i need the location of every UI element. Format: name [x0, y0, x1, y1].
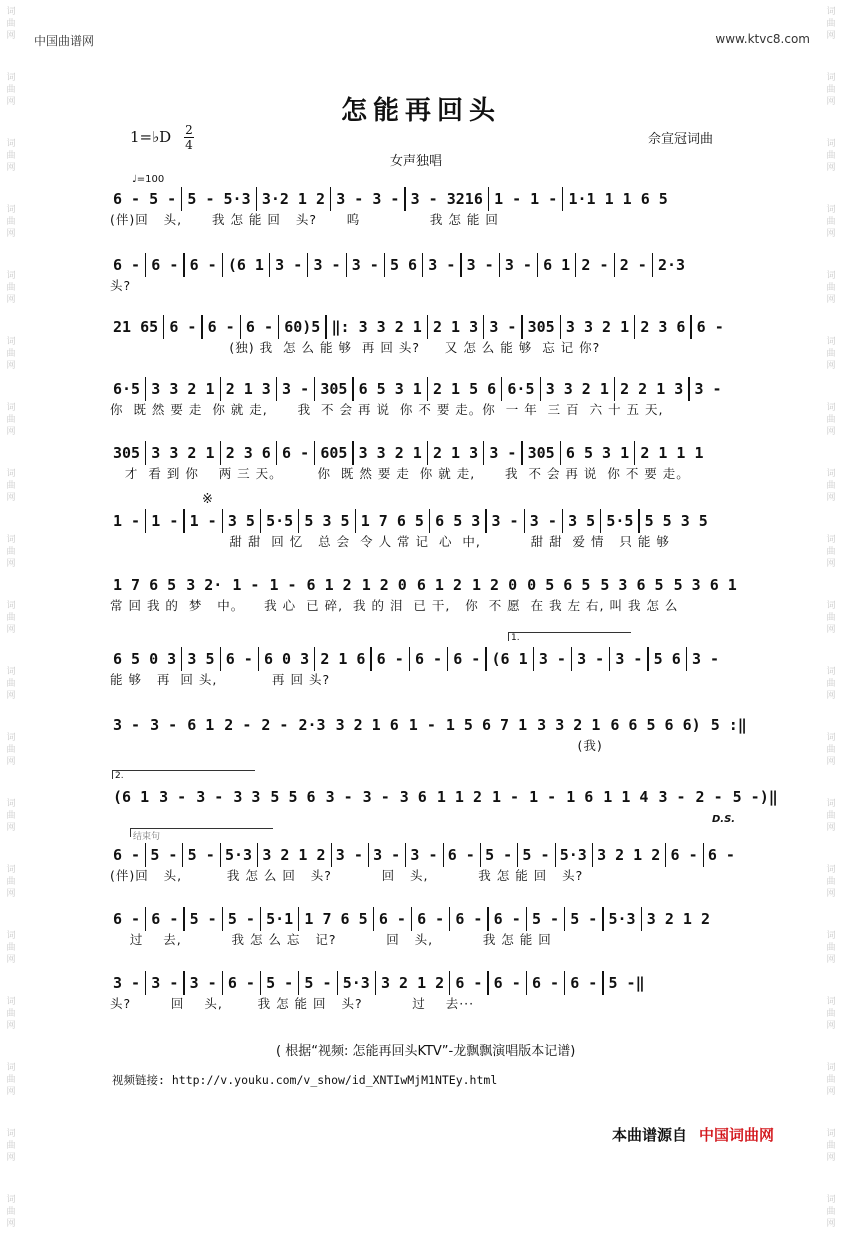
measure: 5 - — [261, 974, 298, 992]
measure: 2 3 6 — [635, 318, 690, 336]
measure: 3 - — [145, 716, 182, 734]
measure: 3·2 1 2 — [257, 190, 330, 208]
measure: 6 - — [277, 444, 314, 462]
measure: 3 3 2 1 — [354, 444, 427, 462]
measure: 2 1 5 6 — [428, 380, 501, 398]
measure: 5 - — [299, 974, 336, 992]
measure: 305 — [523, 318, 560, 336]
measure: 1 - 1 - — [489, 190, 562, 208]
measure: 3 - — [108, 974, 145, 992]
measure: 3 - — [534, 650, 571, 668]
measure: 3 2 1 2 — [257, 846, 330, 864]
score-system — [108, 376, 740, 418]
measure: 6 - — [146, 256, 183, 274]
measure: 2 - — [219, 716, 256, 734]
measure: 5 - — [527, 910, 564, 928]
measure: 1 - — [185, 512, 222, 530]
lyrics-row: 才 看 到 你 两 三 天。 你 既 然 要 走 你 就 走, 我 不 会 再 说 你 不 要 走。 — [108, 466, 740, 482]
measure: 5·1 — [261, 910, 298, 928]
measure: 2 1 3 — [428, 318, 483, 336]
measure: 2 - — [615, 256, 652, 274]
measure: 3 6 — [395, 788, 432, 806]
measure: 6 - — [108, 846, 145, 864]
measure: 3 - — [347, 256, 384, 274]
measure: 605 — [315, 444, 352, 462]
video-link[interactable]: 视频链接: http://v.youku.com/v_show/id_XNTIwMjM1NTEy.html — [112, 1072, 497, 1088]
measure: 6 5 3 1 — [561, 444, 634, 462]
measure: 3 5 — [563, 512, 600, 530]
measure: 3 - — [191, 788, 228, 806]
measure: 6 - — [489, 974, 526, 992]
measure: 6 - — [164, 318, 201, 336]
song-title: 怎能再回头 — [0, 90, 842, 127]
measure: 3 - — [368, 846, 405, 864]
measure: ‖: 3 3 2 1 — [327, 318, 427, 336]
measure: 5 - — [183, 846, 220, 864]
measure: 3 3 2 1 — [532, 716, 605, 734]
measure: 1 2 0 — [357, 576, 412, 594]
measure: 3 - — [687, 650, 724, 668]
lyrics-row: (我) — [108, 738, 740, 754]
score-system — [108, 842, 740, 884]
measure: 6 - — [412, 910, 449, 928]
measure: 21 65 — [108, 318, 163, 336]
measure: 3 - — [572, 650, 609, 668]
transcription-note: ( 根据“视频: 怎能再回头KTV”-龙飘飘演唱版本记谱) — [276, 1040, 575, 1059]
measure: 2·3 — [293, 716, 330, 734]
measure: 5·5 — [261, 512, 298, 530]
notes-row — [108, 646, 740, 672]
measure: 1 - — [264, 576, 301, 594]
measure: 6 5 0 3 — [108, 650, 181, 668]
notes-row — [108, 376, 740, 402]
measure: 6 - — [108, 910, 145, 928]
measure: 3 - — [610, 650, 647, 668]
notes-row — [108, 842, 740, 868]
measure: 305 — [523, 444, 560, 462]
measure: 6 - — [203, 318, 240, 336]
measure: 3 3 2 1 — [146, 380, 219, 398]
measure: 1 - — [227, 576, 264, 594]
measure: 3 - — [500, 256, 537, 274]
lyrics-row: 甜 甜 回 忆 总 会 令 人 常 记 心 中, 甜 甜 爱 情 只 能 够 — [108, 534, 740, 550]
measure: (6 1 — [223, 256, 269, 274]
measure: 5·3 — [604, 910, 641, 928]
measure: 3 - — [185, 974, 222, 992]
notes-row — [108, 712, 740, 738]
measure: 5 -‖ — [604, 974, 650, 992]
measure: 6 - — [185, 256, 222, 274]
measure: 5·3 — [220, 846, 257, 864]
measure: 3 3 2 1 — [146, 444, 219, 462]
notes-row — [108, 572, 740, 598]
measure: 6 - — [410, 650, 447, 668]
measure: 3 - — [484, 444, 521, 462]
lyrics-row: 能 够 再 回 头, 再 回 头? — [108, 672, 740, 688]
measure: 3 - 3216 — [406, 190, 488, 208]
measure: 5 5 6 — [265, 788, 320, 806]
measure: 2 2 1 3 — [615, 380, 688, 398]
source-label: 本曲谱源自 — [612, 1126, 687, 1144]
measure: 5 - — [185, 910, 222, 928]
score-system — [108, 508, 740, 550]
measure: 6 - — [450, 910, 487, 928]
score-system — [108, 252, 740, 294]
measure: 0 5 6 5 — [522, 576, 595, 594]
measure: 1 2 0 — [467, 576, 522, 594]
score-system — [108, 970, 740, 1012]
measure: 5 3 5 — [299, 512, 354, 530]
score-system — [108, 784, 740, 826]
measure: 1 1 2 — [432, 788, 487, 806]
measure: 6 - — [223, 974, 260, 992]
measure: 3 - — [653, 788, 690, 806]
measure: 3 - — [690, 380, 727, 398]
measure: 3 - — [308, 256, 345, 274]
measure: 2 - — [691, 788, 728, 806]
measure: 3 - — [462, 256, 499, 274]
measure: 6 - — [221, 650, 258, 668]
measure: 6·5 — [108, 380, 145, 398]
measure: 3 - 3 - — [331, 190, 404, 208]
measure: 5 3 6 5 — [595, 576, 668, 594]
measure: 2 1 3 — [221, 380, 276, 398]
lyrics-row: 头? — [108, 278, 740, 294]
measure: 6 1 2 — [302, 576, 357, 594]
measure: 5 - — [517, 846, 554, 864]
measure: 60)5 — [279, 318, 325, 336]
notes-row — [108, 906, 740, 932]
measure: 6 - — [692, 318, 729, 336]
score-system — [108, 646, 740, 688]
measure: 6 - — [666, 846, 703, 864]
measure: 6 - — [108, 256, 145, 274]
measure: 6 - — [450, 974, 487, 992]
measure: 6 6 5 6 6) — [605, 716, 705, 734]
measure: 1 - — [404, 716, 441, 734]
measure: 5 - — [565, 910, 602, 928]
notes-row — [108, 508, 740, 534]
measure: 3 5 — [223, 512, 260, 530]
measure: 3 - — [277, 380, 314, 398]
measure: 3 - — [405, 846, 442, 864]
measure: 3 2 1 2 — [642, 910, 715, 928]
ds-mark: D.S. — [712, 814, 735, 825]
lyrics-row: 你 既 然 要 走 你 就 走, 我 不 会 再 说 你 不 要 走。你 一 年 三 百 六 十 五 天, — [108, 402, 740, 418]
measure: 6 1 — [538, 256, 575, 274]
score-system — [108, 440, 740, 482]
lyrics-row: 过 去, 我 怎 么 忘 记? 回 头, 我 怎 能 回 — [108, 932, 740, 948]
measure: 6 - — [703, 846, 740, 864]
measure: 5 - — [480, 846, 517, 864]
measure: 2 - — [256, 716, 293, 734]
lyrics-row: (伴)回 头, 我 怎 么 回 头? 回 头, 我 怎 能 回 头? — [108, 868, 740, 884]
measure: 1 - — [487, 788, 524, 806]
measure: 6 - — [489, 910, 526, 928]
measure: 1 7 6 5 — [356, 512, 429, 530]
measure: 6 - — [241, 318, 278, 336]
lyrics-row: 常 回 我 的 梦 中。 我 心 已 碎, 我 的 泪 已 干, 你 不 愿 在 我 左 右, 叫 我 怎 么 — [108, 598, 740, 614]
measure: 6 0 3 — [259, 650, 314, 668]
tempo-marking: ♩=100 — [132, 174, 164, 185]
measure: 3 5 — [182, 650, 219, 668]
measure: 2 1 3 — [428, 444, 483, 462]
measure: 3 2 1 2 — [592, 846, 665, 864]
measure: 5 - — [145, 846, 182, 864]
measure: 6 - — [443, 846, 480, 864]
score-system — [108, 572, 740, 614]
source-site[interactable]: 中国词曲网 — [699, 1126, 774, 1144]
measure: 1 6 — [561, 788, 598, 806]
measure: 1 7 6 5 — [108, 576, 181, 594]
measure: 5 5 3 5 — [640, 512, 713, 530]
measure: 5 -)‖ — [728, 788, 783, 806]
volta-second: 2. — [112, 770, 255, 779]
measure: 1 - — [146, 512, 183, 530]
measure: 5·5 — [601, 512, 638, 530]
notes-row — [108, 252, 740, 278]
lyrics-row — [108, 810, 740, 826]
measure: 3 - — [154, 788, 191, 806]
measure: 3 3 — [228, 788, 265, 806]
measure: 3 - — [146, 974, 183, 992]
score-system — [108, 712, 740, 754]
measure: 6 - — [146, 910, 183, 928]
measure: 5·3 — [338, 974, 375, 992]
measure: 3 - — [108, 716, 145, 734]
notes-row — [108, 440, 740, 466]
measure: 3 3 2 1 — [561, 318, 634, 336]
lyrics-row: (独) 我 怎 么 能 够 再 回 头? 又 怎 么 能 够 忘 记 你? — [108, 340, 740, 356]
key-signature: 1=♭D — [130, 128, 171, 146]
measure: 6 - — [372, 650, 409, 668]
score-system — [108, 186, 740, 228]
measure: (6 1 — [108, 788, 154, 806]
measure: 5 3 6 1 — [669, 576, 742, 594]
time-numerator: 2 — [184, 124, 194, 136]
measure: 3 - — [423, 256, 460, 274]
measure: 1·1 1 1 6 5 — [563, 190, 672, 208]
measure: 6 5 3 — [430, 512, 485, 530]
measure: 2 1 6 — [315, 650, 370, 668]
lyrics-row: (伴)回 头, 我 怎 能 回 头? 呜 我 怎 能 回 — [108, 212, 740, 228]
measure: 5 - — [223, 910, 260, 928]
time-denominator: 4 — [184, 139, 194, 151]
measure: 6 - — [374, 910, 411, 928]
measure: 2·3 — [653, 256, 690, 274]
score-system — [108, 906, 740, 948]
measure: (6 1 — [487, 650, 533, 668]
measure: 3 - — [487, 512, 524, 530]
source-credit — [612, 1124, 774, 1145]
notes-row — [108, 970, 740, 996]
measure: 3 - — [358, 788, 395, 806]
performer: 女声独唱 — [390, 150, 442, 169]
measure: 6 1 2 — [412, 576, 467, 594]
measure: 2 1 1 1 — [635, 444, 708, 462]
score-system — [108, 314, 740, 356]
measure: 3 - — [321, 788, 358, 806]
measure: 5 6 — [649, 650, 686, 668]
watermark-left: 词 曲 网 词 曲 网 词 曲 网 词 曲 网 词 曲 网 词 曲 网 词 曲 网 词 曲 网 词 曲 网 词 曲 网 词 曲 网 词 曲 网 词 曲 网 词 曲 网 词 曲 网 词 曲 网 词 曲 网 词 曲 网 词 曲 网 — [0, 0, 22, 1171]
measure: 5 6 — [385, 256, 422, 274]
notes-row — [108, 784, 740, 810]
coda-label: 结束句 — [130, 828, 273, 837]
watermark-right: 词 曲 网 词 曲 网 词 曲 网 词 曲 网 词 曲 网 词 曲 网 词 曲 网 词 曲 网 词 曲 网 词 曲 网 词 曲 网 词 曲 网 词 曲 网 词 曲 网 词 曲 网 词 曲 网 词 曲 网 词 曲 网 词 曲 网 — [820, 0, 842, 1171]
measure: 3 3 2 1 — [541, 380, 614, 398]
measure: 305 — [315, 380, 352, 398]
measure: 6 - 5 - — [108, 190, 181, 208]
measure: 6 - — [448, 650, 485, 668]
measure: 1 1 4 — [598, 788, 653, 806]
measure: 3 - — [270, 256, 307, 274]
measure: 3 - — [525, 512, 562, 530]
measure: 1 - — [524, 788, 561, 806]
measure: 6 5 3 1 — [354, 380, 427, 398]
measure: 5·3 — [555, 846, 592, 864]
time-signature — [184, 124, 194, 151]
measure: 3 - — [331, 846, 368, 864]
measure: 3 2 1 6 — [331, 716, 404, 734]
measure: 5 - 5·3 — [182, 190, 255, 208]
site-url[interactable]: www.ktvc8.com — [715, 32, 810, 46]
measure: 1 7 6 5 — [299, 910, 372, 928]
measure: 305 — [108, 444, 145, 462]
lyrics-row: 头? 回 头, 我 怎 能 回 头? 过 去··· — [108, 996, 740, 1012]
notes-row — [108, 314, 740, 340]
measure: 2 3 6 — [221, 444, 276, 462]
measure: 6 1 — [182, 716, 219, 734]
segno-mark: ※ — [202, 492, 213, 507]
credit: 佘宣冠词曲 — [648, 128, 713, 147]
measure: 6 - — [527, 974, 564, 992]
measure: 3 2· — [181, 576, 227, 594]
measure: 6·5 — [502, 380, 539, 398]
site-name[interactable]: 中国曲谱网 — [34, 32, 94, 49]
measure: 6 - — [565, 974, 602, 992]
volta-first: 1. — [508, 632, 631, 641]
measure: 3 - — [484, 318, 521, 336]
measure: 1 5 6 7 1 — [441, 716, 532, 734]
measure: 1 - — [108, 512, 145, 530]
measure: 2 - — [576, 256, 613, 274]
measure: 5 :‖ — [706, 716, 752, 734]
notes-row — [108, 186, 740, 212]
measure: 3 2 1 2 — [376, 974, 449, 992]
